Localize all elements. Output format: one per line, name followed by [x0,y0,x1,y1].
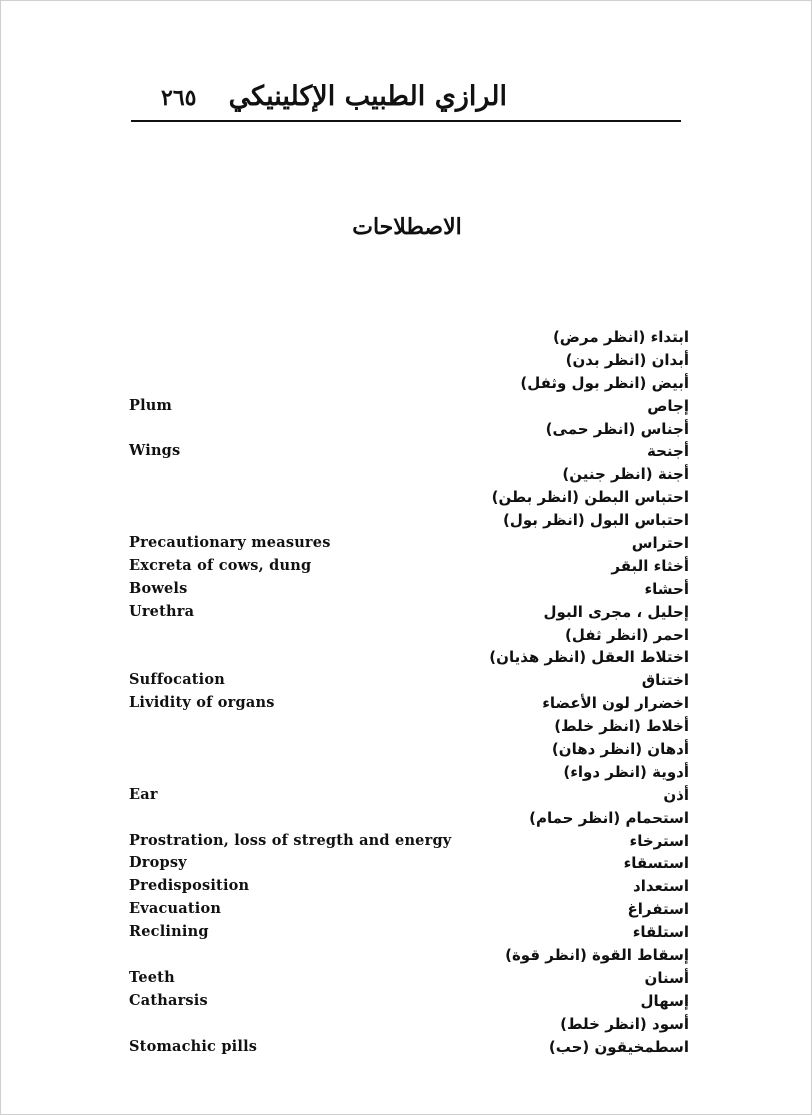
glossary-row [129,440,689,463]
arabic-term: استعداد [633,877,689,896]
arabic-term: أبيض (انظر بول وثفل) [520,373,689,392]
arabic-term: أسود (انظر خلط) [560,1014,689,1033]
glossary-row [129,624,689,647]
glossary-row [129,875,689,898]
glossary-row [129,921,689,944]
english-term: Dropsy [129,854,187,872]
english-term: Prostration, loss of stregth and energy [129,831,452,849]
glossary-row [129,1013,689,1036]
glossary-row [129,967,689,990]
glossary-row [129,463,689,486]
arabic-term: إحليل ، مجرى البول [543,602,689,621]
arabic-term: استحمام (انظر حمام) [529,808,689,827]
arabic-term: استرخاء [629,831,689,850]
arabic-term: أدهان (انظر دهان) [551,740,689,759]
arabic-term: أخثاء البقر [611,556,689,575]
arabic-term: استلقاء [632,923,689,942]
arabic-term: أجناس (انظر حمى) [545,419,689,438]
english-term: Urethra [129,602,195,620]
arabic-term: أحشاء [644,579,689,598]
arabic-term: أسنان [644,968,689,987]
glossary-row [129,578,689,601]
arabic-term: ابتداء (انظر مرض) [552,328,689,346]
glossary-row [129,486,689,509]
english-term: Bowels [129,579,188,597]
english-term: Precautionary measures [129,534,331,552]
arabic-term: إسهال [640,991,689,1010]
arabic-term: أبدان (انظر بدن) [565,350,689,369]
arabic-term: احتباس البول (انظر بول) [503,511,689,530]
arabic-term: أدوية (انظر دواء) [563,762,689,781]
arabic-term: احمر (انظر ثفل) [564,625,689,644]
arabic-term: إسقاط القوة (انظر قوة) [505,946,689,965]
arabic-term: اسطمخيقون (حب) [548,1037,689,1056]
english-term: Wings [129,442,181,460]
english-term: Excreta of cows, dung [129,556,312,574]
glossary-row [129,601,689,624]
english-term: Ear [129,785,158,803]
glossary-row [129,692,689,715]
glossary-row [129,669,689,692]
page-number: ٢٦٥ [161,85,197,111]
english-term: Lividity of organs [129,694,275,712]
english-term: Suffocation [129,671,226,689]
glossary-row [129,1036,689,1059]
glossary-row [129,509,689,532]
running-title: الرازي الطبيب الإكلينيكي [228,81,507,112]
english-term: Reclining [129,923,209,941]
english-term: Stomachic pills [129,1037,258,1055]
glossary-row [129,372,689,395]
arabic-term: احتراس [631,534,689,553]
glossary-list [129,326,689,1059]
english-term: Predisposition [129,877,250,895]
glossary-row [129,852,689,875]
arabic-term: اختلاط العقل (انظر هذيان) [489,648,689,667]
arabic-term: أجنة (انظر جنين) [562,465,689,484]
glossary-row [129,784,689,807]
arabic-term: أذن [663,785,689,804]
glossary-row [129,532,689,555]
glossary-row [129,807,689,830]
glossary-row [129,326,689,349]
arabic-term: اختناق [641,671,689,690]
glossary-row [129,738,689,761]
glossary-row [129,349,689,372]
header-rule [131,120,681,122]
english-term: Evacuation [129,900,222,918]
glossary-row [129,646,689,669]
english-term: Catharsis [129,991,208,1009]
glossary-row [129,715,689,738]
arabic-term: احتباس البطن (انظر بطن) [491,488,689,507]
english-term: Plum [129,396,173,414]
glossary-row [129,990,689,1013]
glossary-row [129,418,689,441]
arabic-term: إجاص [647,396,689,415]
arabic-term: أخلاط (انظر خلط) [554,717,689,736]
glossary-row [129,555,689,578]
section-title: الاصطلاحات [352,214,462,240]
arabic-term: استسقاء [623,854,689,873]
glossary-row [129,761,689,784]
english-term: Teeth [129,968,175,986]
arabic-term: أجنحة [647,442,689,461]
glossary-row [129,395,689,418]
glossary-row [129,898,689,921]
glossary-row [129,944,689,967]
glossary-row [129,830,689,853]
arabic-term: اخضرار لون الأعضاء [542,694,689,713]
page-header [131,81,679,119]
arabic-term: استفراغ [627,900,689,919]
